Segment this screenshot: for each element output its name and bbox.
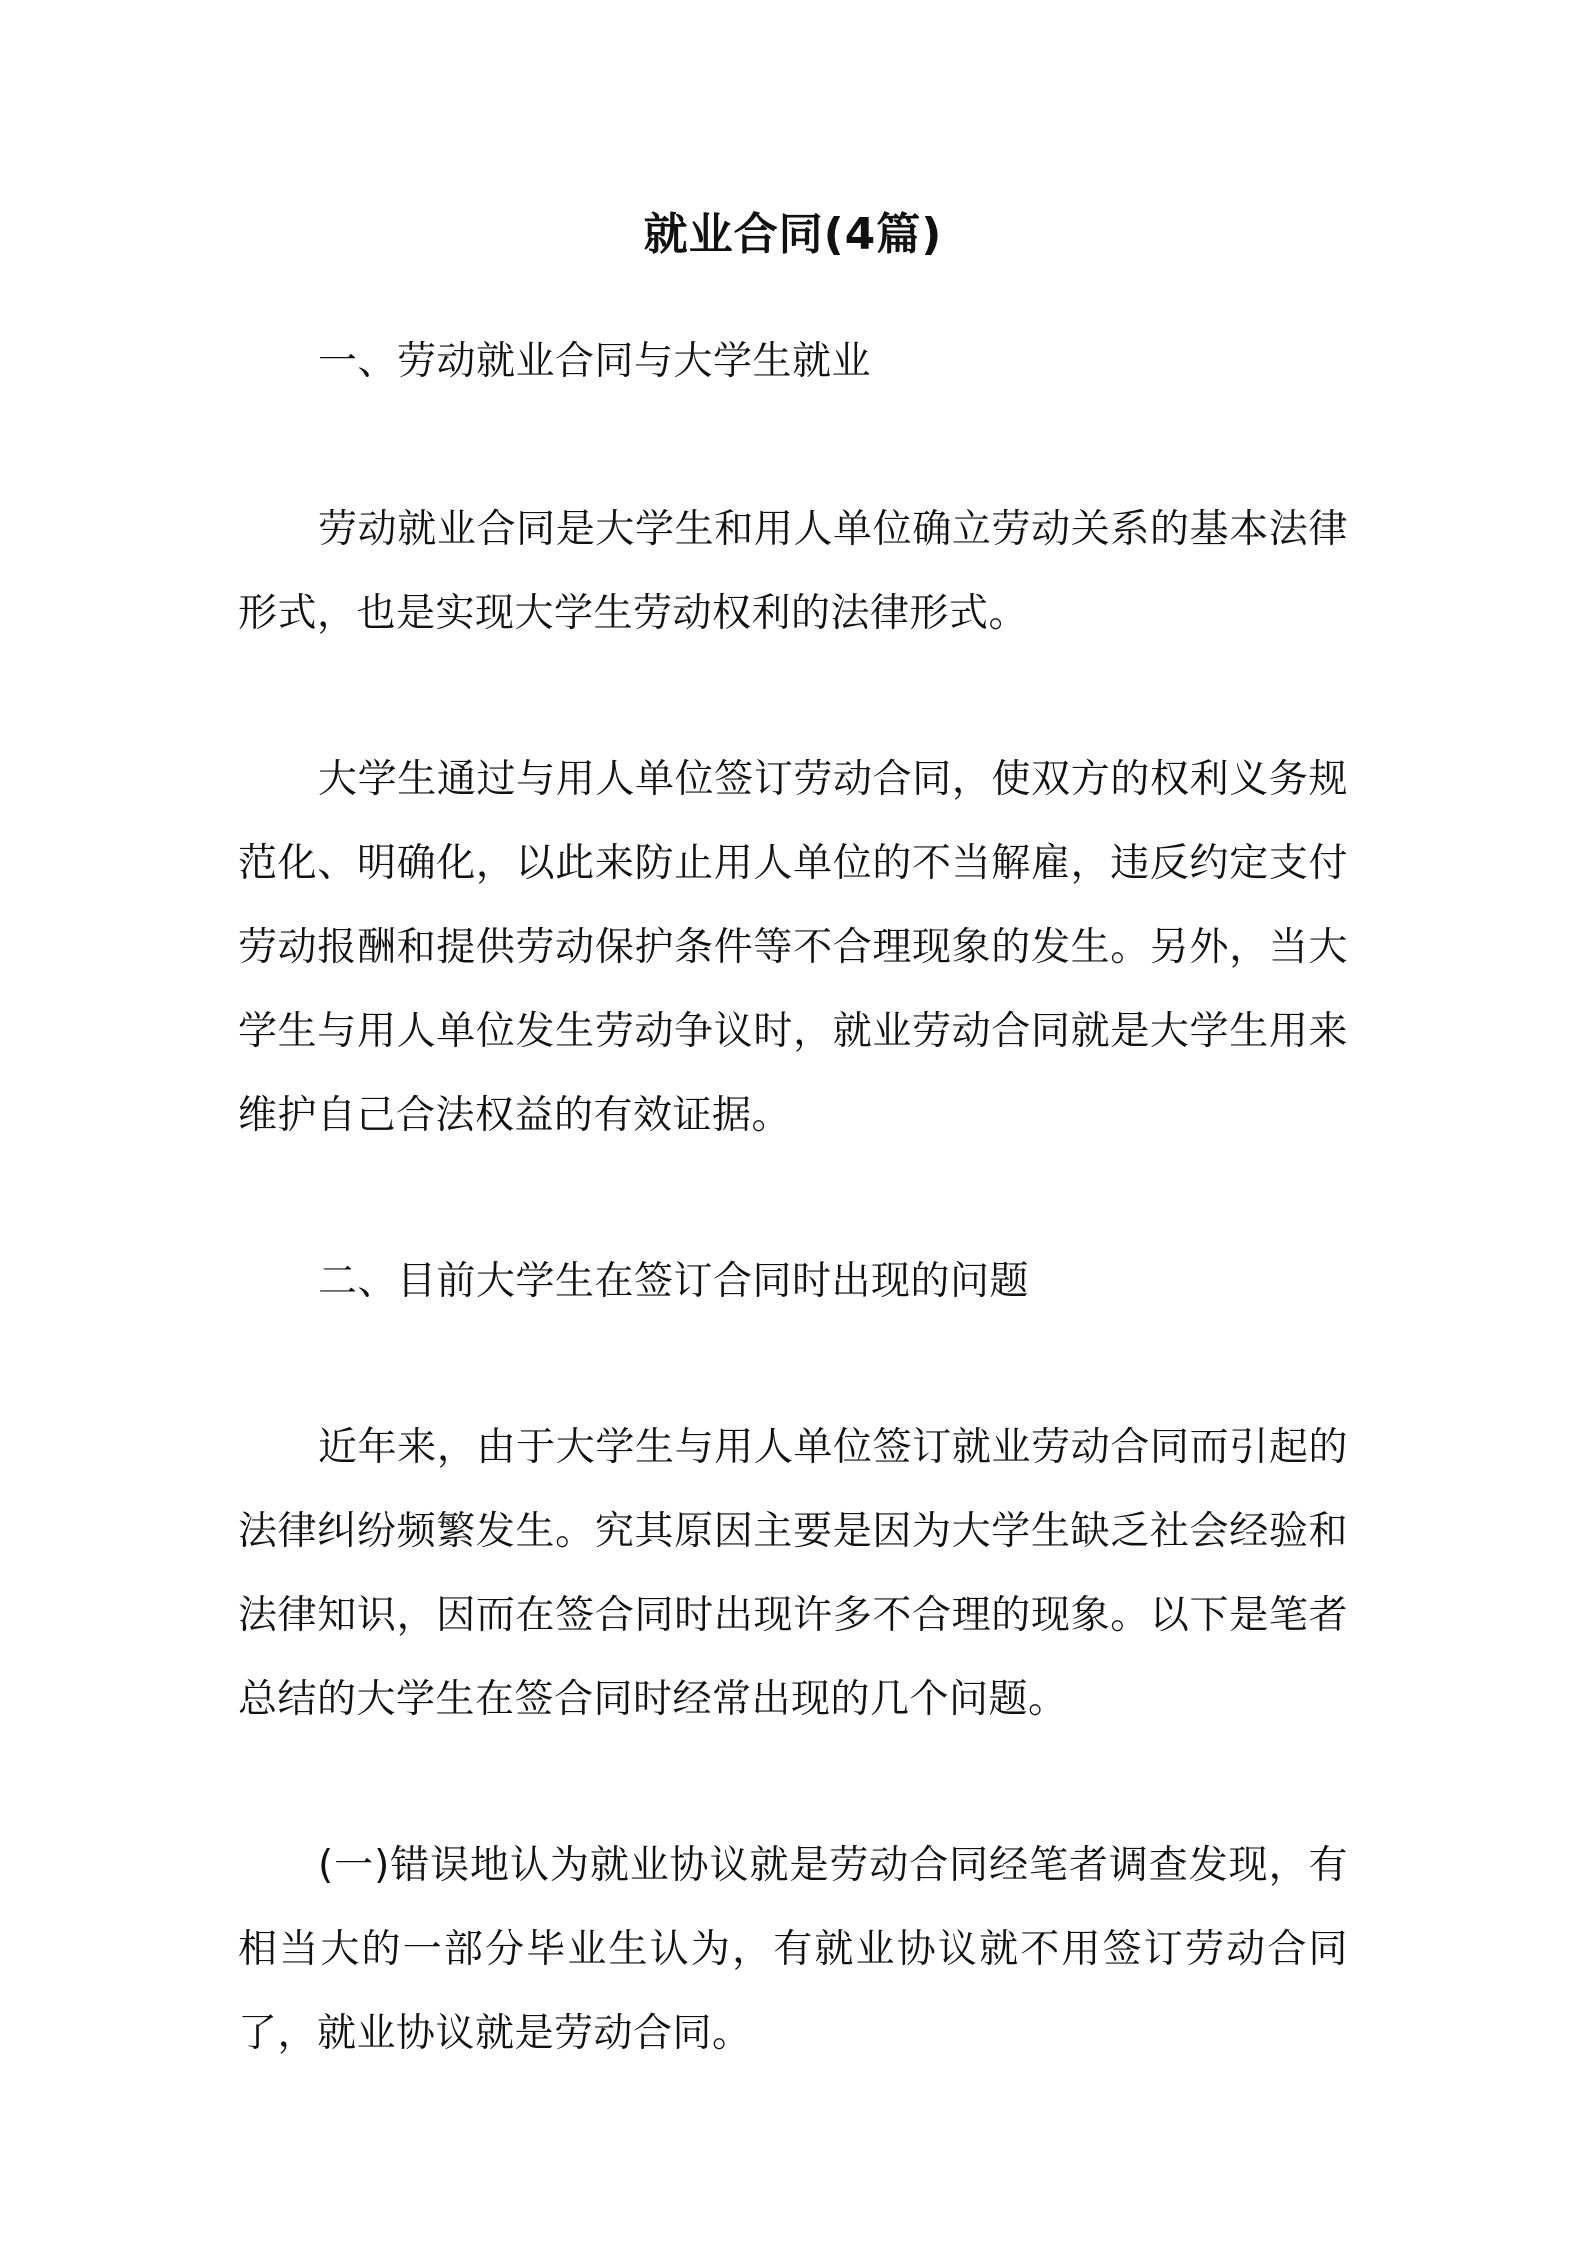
section-heading-1: 一、劳动就业合同与大学生就业 [318, 339, 872, 384]
paragraph-1: 劳动就业合同是大学生和用人单位确立劳动关系的基本法律形式，也是实现大学生劳动权利的法律形式。 [238, 507, 1348, 636]
section-heading-2: 二、目前大学生在签订合同时出现的问题 [318, 1259, 1030, 1304]
paragraph-3: 近年来，由于大学生与用人单位签订就业劳动合同而引起的法律纠纷频繁发生。究其原因主要是因为大学生缺乏社会经验和法律知识，因而在签合同时出现许多不合理的现象。以下是笔者总结的大学生在签合同时经常出现的几个问题。 [238, 1425, 1348, 1722]
document-title: 就业合同(4篇) [643, 209, 943, 260]
paragraph-2: 大学生通过与用人单位签订劳动合同，使双方的权利义务规范化、明确化，以此来防止用人单位的不当解雇，违反约定支付劳动报酬和提供劳动保护条件等不合理现象的发生。另外，当大学生与用人单位发生劳动争议时，就业劳动合同就是大学生用来维护自己合法权益的有效证据。 [238, 757, 1348, 1138]
paragraph-4: (一)错误地认为就业协议就是劳动合同经笔者调查发现，有相当大的一部分毕业生认为，有就业协议就不用签订劳动合同了，就业协议就是劳动合同。 [238, 1843, 1348, 2056]
